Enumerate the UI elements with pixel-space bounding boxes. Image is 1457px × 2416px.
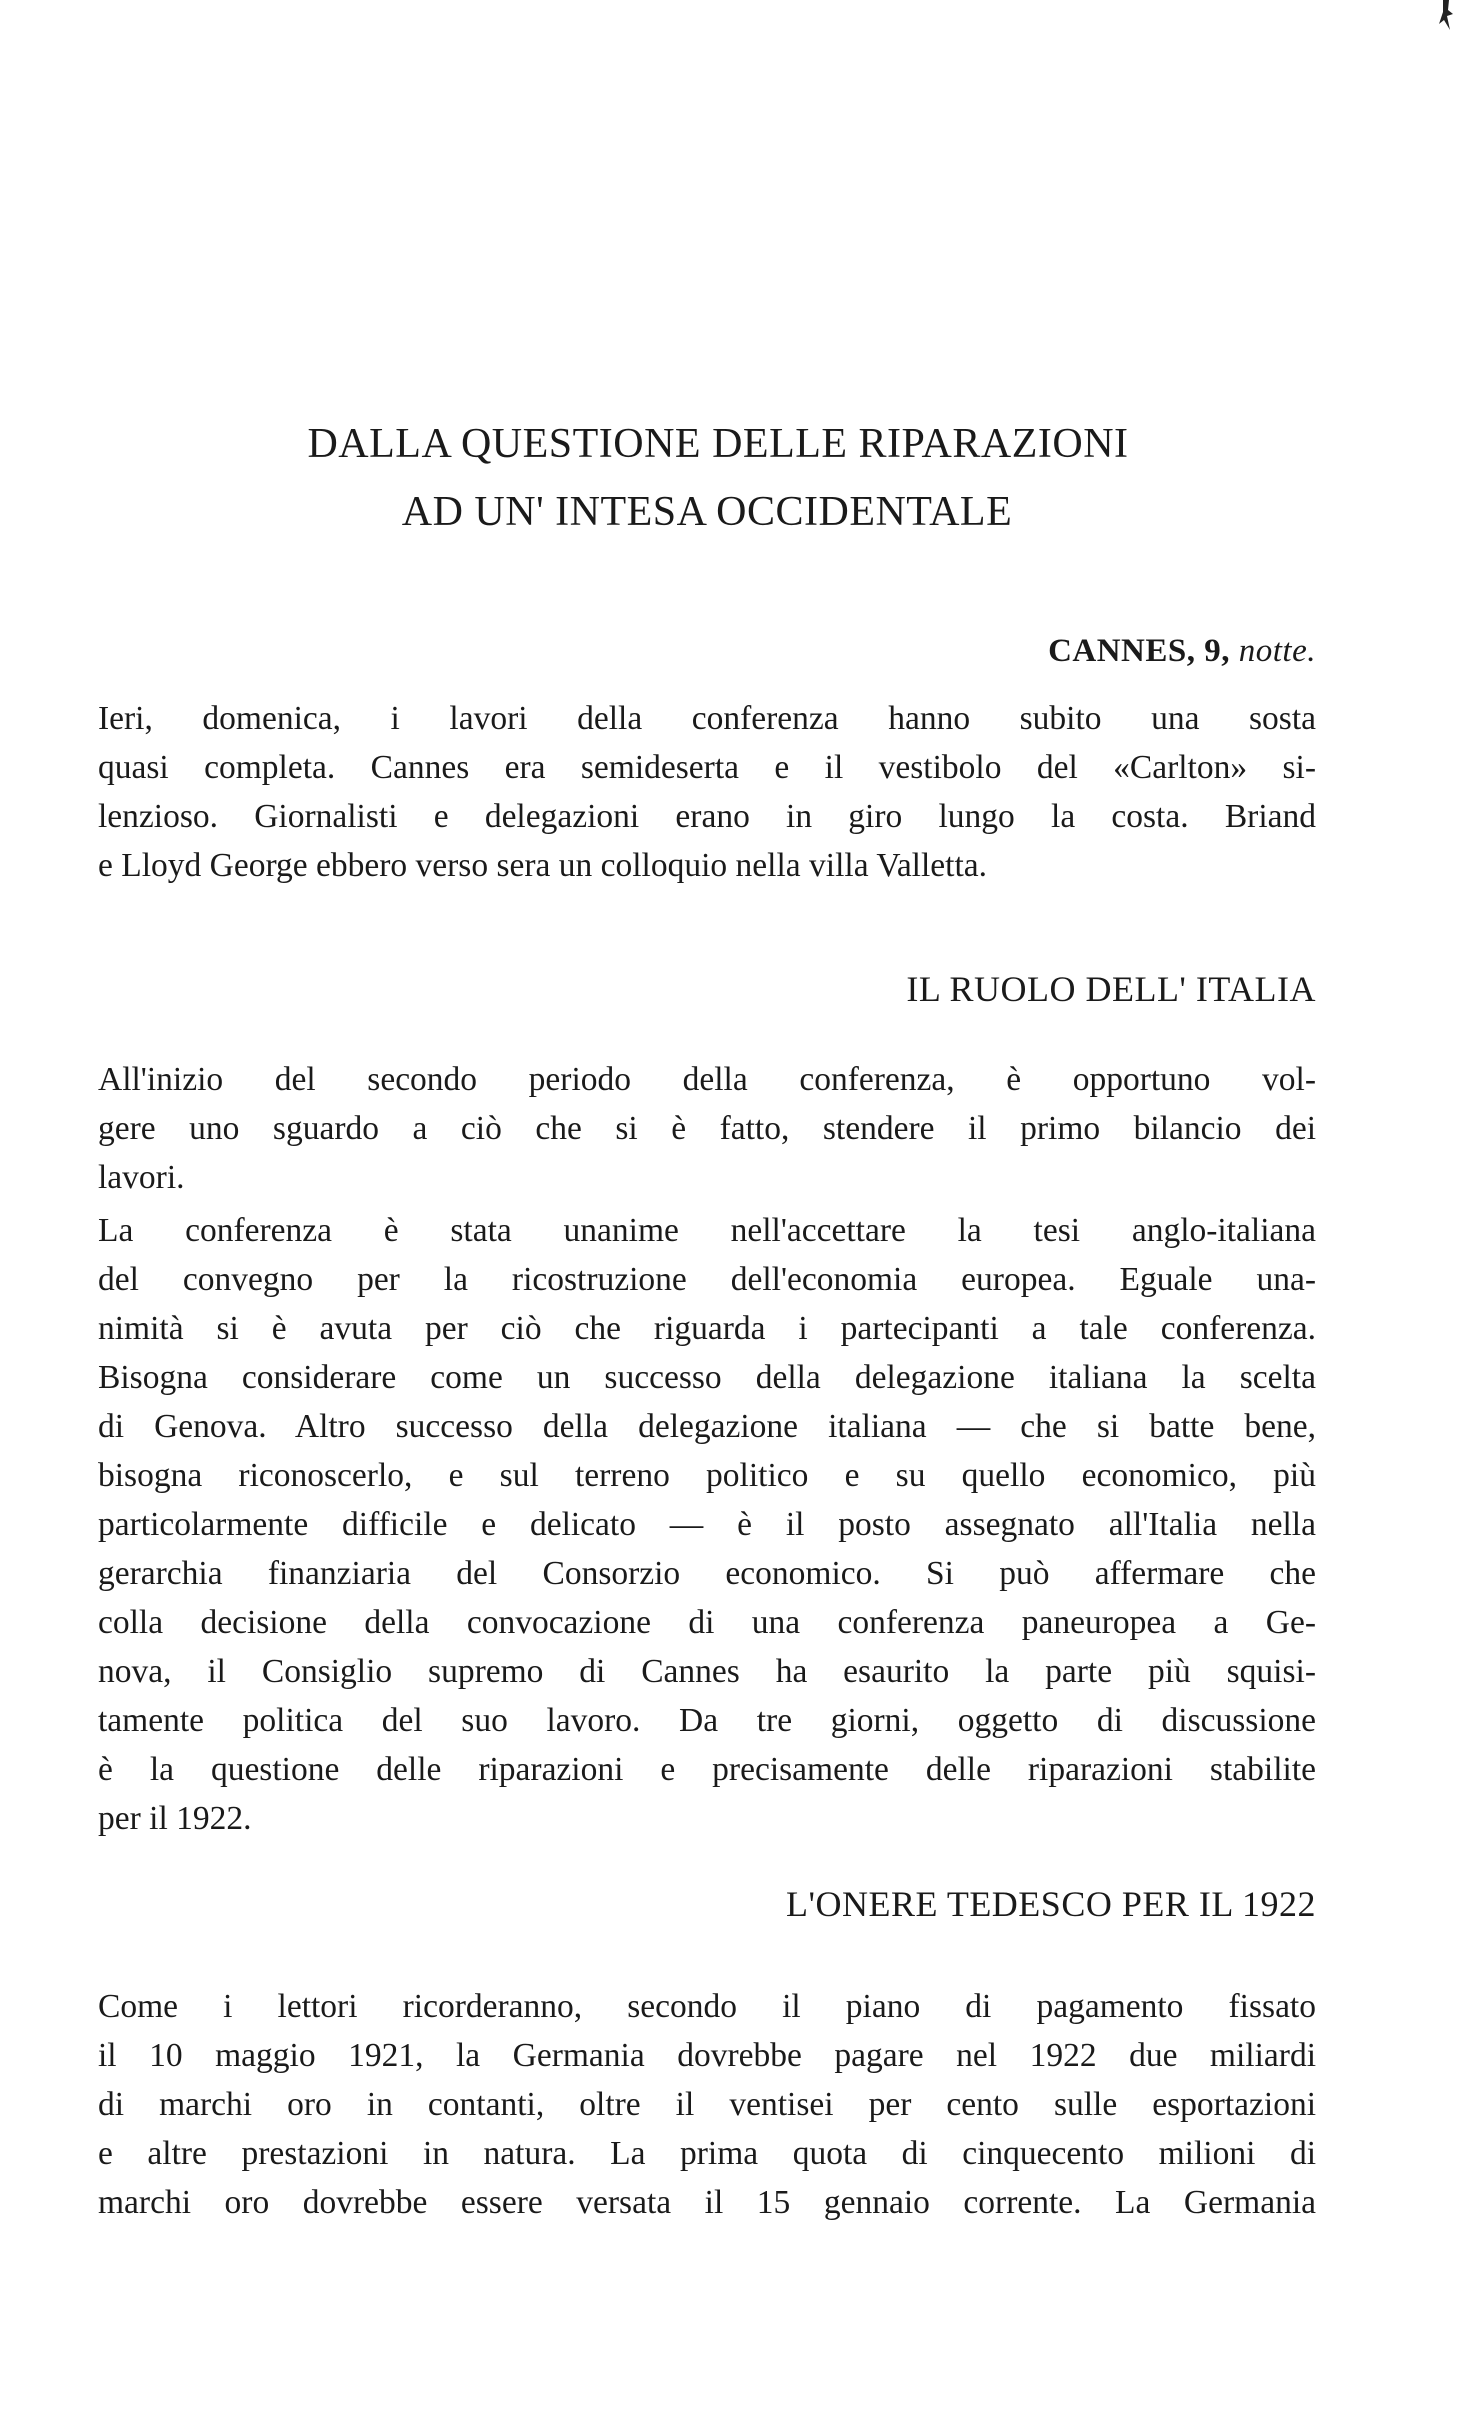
text-line: lavori. (98, 1159, 185, 1196)
text-line: e Lloyd George ebbero verso sera un colloquio nella villa Valletta. (98, 847, 988, 884)
scan-corner-mark (1435, 0, 1457, 34)
text-line: è la questione delle riparazioni e precisamente delle riparazioni stabilite (98, 1751, 1316, 1788)
text-line: di Genova. Altro successo della delegazione italiana — che si batte bene, (98, 1408, 1316, 1445)
paragraph-intro (98, 694, 1316, 890)
paragraph-conferenza (98, 1206, 1316, 1843)
paragraph-bilancio (98, 1055, 1316, 1202)
text-line: di marchi oro in contanti, oltre il ventisei per cento sulle esportazioni (98, 2086, 1316, 2123)
dateline-time: notte. (1238, 633, 1316, 669)
text-line: del convegno per la ricostruzione dell'economia europea. Eguale una- (98, 1261, 1316, 1298)
scan-artifact-icon (1435, 0, 1457, 34)
text-line: La conferenza è stata unanime nell'accettare la tesi anglo-italiana (98, 1212, 1316, 1249)
text-line: gere uno sguardo a ciò che si è fatto, stendere il primo bilancio dei (98, 1110, 1316, 1147)
document-page (98, 0, 1316, 2416)
text-line: tamente politica del suo lavoro. Da tre giorni, oggetto di discussione (98, 1702, 1316, 1739)
text-line: nova, il Consiglio supremo di Cannes ha esaurito la parte più squisi- (98, 1653, 1316, 1690)
dateline-place: CANNES, 9, (1048, 633, 1231, 669)
dateline (1048, 633, 1316, 670)
text-line: Bisogna considerare come un successo della delegazione italiana la scelta (98, 1359, 1316, 1396)
text-line: per il 1922. (98, 1800, 252, 1837)
text-line: bisogna riconoscerlo, e sul terreno politico e su quello economico, più (98, 1457, 1316, 1494)
paragraph-onere (98, 1982, 1316, 2227)
section-heading-ruolo-italia: IL RUOLO DELL' ITALIA (906, 969, 1316, 1009)
text-line: lenzioso. Giornalisti e delegazioni erano in giro lungo la costa. Briand (98, 798, 1316, 835)
text-line: Come i lettori ricorderanno, secondo il piano di pagamento fissato (98, 1988, 1316, 2025)
document-title-line-2: AD UN' INTESA OCCIDENTALE (401, 489, 1013, 535)
text-line: gerarchia finanziaria del Consorzio economico. Si può affermare che (98, 1555, 1316, 1592)
text-line: e altre prestazioni in natura. La prima quota di cinquecento milioni di (98, 2135, 1316, 2172)
text-line: quasi completa. Cannes era semideserta e il vestibolo del «Carlton» si- (98, 749, 1316, 786)
text-line: colla decisione della convocazione di una conferenza paneuropea a Ge- (98, 1604, 1316, 1641)
text-line: particolarmente difficile e delicato — è il posto assegnato all'Italia nella (98, 1506, 1316, 1543)
section-heading-onere-tedesco: L'ONERE TEDESCO PER IL 1922 (786, 1884, 1316, 1924)
text-line: marchi oro dovrebbe essere versata il 15 gennaio corrente. La Germania (98, 2184, 1316, 2221)
text-line: il 10 maggio 1921, la Germania dovrebbe pagare nel 1922 due miliardi (98, 2037, 1316, 2074)
document-title-line-1: DALLA QUESTIONE DELLE RIPARAZIONI (307, 421, 1129, 467)
text-line: nimità si è avuta per ciò che riguarda i partecipanti a tale conferenza. (98, 1310, 1316, 1347)
text-line: Ieri, domenica, i lavori della conferenza hanno subito una sosta (98, 700, 1316, 737)
text-line: All'inizio del secondo periodo della conferenza, è opportuno vol- (98, 1061, 1316, 1098)
